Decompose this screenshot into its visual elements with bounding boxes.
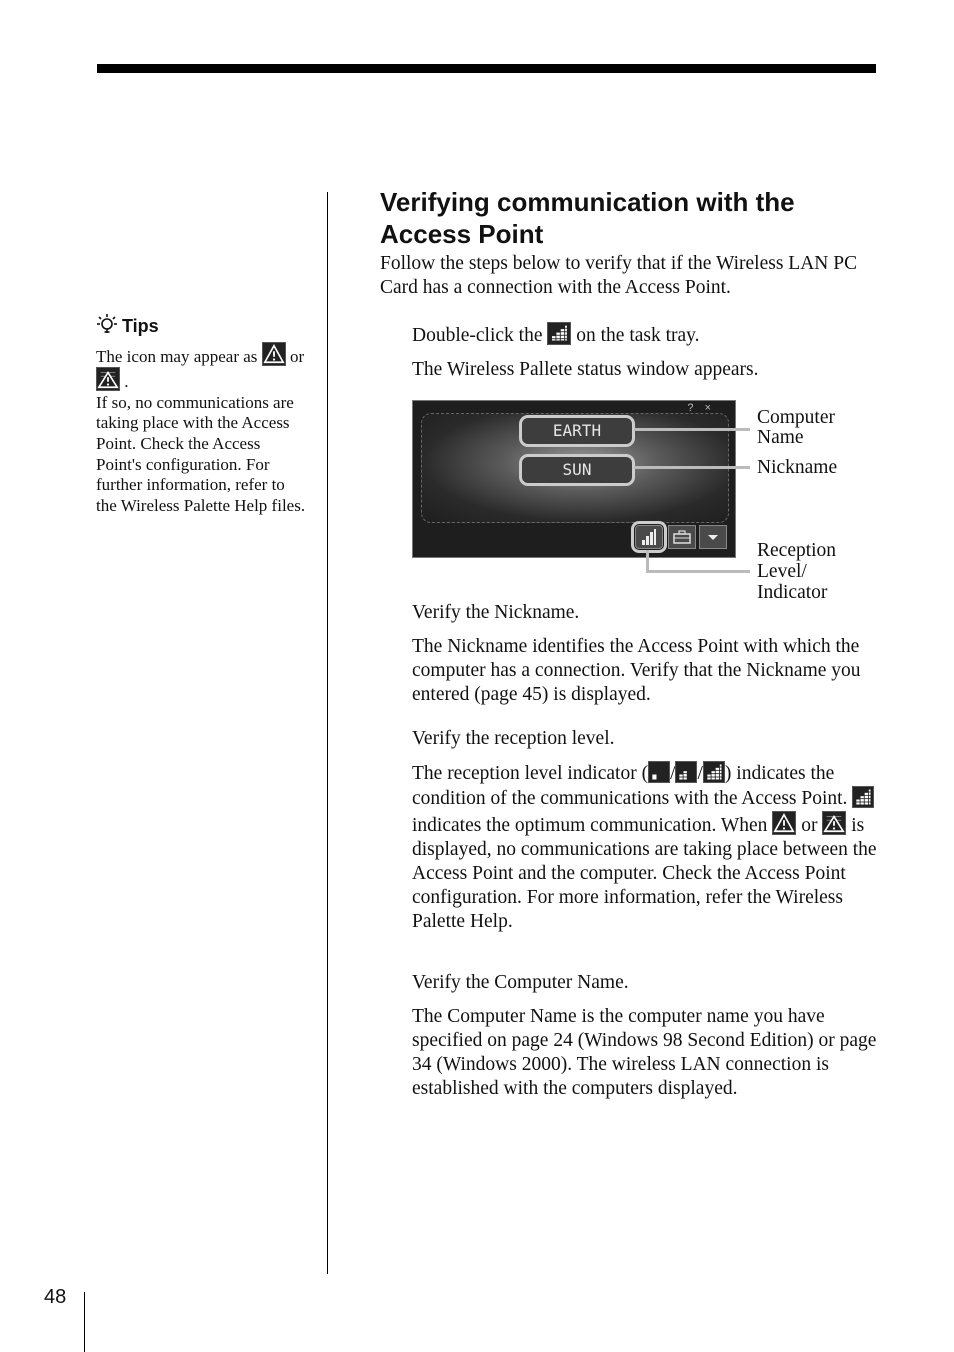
chevron-down-icon	[700, 526, 726, 548]
step-2	[412, 601, 882, 707]
status-window-figure	[412, 400, 872, 605]
signal-high-icon	[852, 786, 874, 808]
warning-icon	[262, 342, 286, 366]
toolbox-icon	[669, 526, 695, 548]
menu-dropdown-button[interactable]	[699, 525, 727, 549]
callout-reception-line3: Indicator	[757, 582, 828, 603]
callout-reception-line1: Reception	[757, 540, 837, 561]
step-3-slash-2: /	[697, 763, 703, 784]
step-1-result: The Wireless Pallete status window appears.	[412, 359, 759, 380]
tips-period: .	[124, 372, 129, 392]
callout-line-reception-h	[646, 570, 750, 573]
warning-signal-icon	[822, 811, 846, 835]
top-rule	[97, 64, 876, 73]
callout-computer-name-line2: Name	[757, 427, 804, 448]
section-title: Verifying communication with the Access Point	[380, 187, 795, 249]
tips-line1-text: The icon may appear as	[96, 346, 258, 366]
step-1-instruction	[412, 322, 882, 348]
warning-signal-icon	[96, 367, 120, 391]
warning-icon	[772, 811, 796, 835]
tips-box	[96, 313, 308, 516]
lightbulb-icon	[96, 313, 118, 340]
callout-computer-name	[757, 408, 835, 448]
step-3-text-b: ) indicates the condition of the communications with the Access Point.	[412, 763, 848, 809]
tips-body: If so, no communications are taking place with the Access Point. Check the Access Point's configuration. For further information, refer to the Wireless Palette Help files.	[96, 392, 306, 515]
page-number: 48	[44, 1286, 67, 1308]
step-1-post: on the task tray.	[576, 325, 700, 346]
nickname-display: SUN	[519, 454, 635, 486]
callout-computer-name-line1: Computer	[757, 407, 835, 428]
step-4-heading: Verify the Computer Name.	[412, 972, 629, 993]
toolbox-button[interactable]	[668, 525, 696, 549]
callout-line-computer-name	[634, 428, 750, 431]
step-3-text-a: The reception level indicator (	[412, 763, 649, 784]
tips-or-text: or	[289, 346, 305, 366]
intro-paragraph: Follow the steps below to verify that if the Wireless LAN PC Card has a connection with the Access Point.	[380, 253, 858, 298]
column-divider	[327, 192, 328, 1274]
callout-line-nickname	[634, 466, 750, 469]
page-number-rule	[84, 1292, 85, 1352]
callout-line-reception-v	[646, 550, 649, 572]
step-3-text-c: indicates the optimum communication. When	[412, 815, 768, 836]
tips-heading	[96, 313, 308, 340]
step-2-heading: Verify the Nickname.	[412, 602, 580, 623]
step-2-body: The Nickname identifies the Access Point with which the computer has a connection. Verify that the Nickname you entered (page 45) is displayed.	[412, 636, 861, 705]
signal-medium-icon	[675, 761, 697, 783]
step-1	[412, 322, 882, 382]
signal-strength-icon	[547, 322, 571, 345]
status-window-screenshot	[412, 400, 736, 558]
tips-line1	[96, 342, 308, 393]
signal-low-icon	[648, 761, 670, 783]
callout-reception-line2: Level/	[757, 561, 807, 582]
step-3-or: or	[801, 815, 818, 836]
step-3-heading: Verify the reception level.	[412, 728, 615, 749]
step-4-body: The Computer Name is the computer name you have specified on page 24 (Windows 98 Second Edition) or page 34 (Windows 2000). The wireless LAN connection is established with the computers displayed.	[412, 1006, 877, 1099]
main-column	[380, 186, 880, 300]
callout-nickname: Nickname	[757, 457, 838, 478]
window-controls: ? ×	[687, 402, 715, 414]
step-3	[412, 727, 882, 934]
step-3-slash-1: /	[670, 763, 676, 784]
reception-level-button[interactable]	[635, 525, 663, 549]
step-3-text-d: is displayed, no communications are taking place between the Access Point and the computer. Check the Access Point configuration. For more information, refer the Wireless Palette Help.	[412, 815, 877, 932]
tips-heading-text: Tips	[122, 316, 159, 336]
step-4	[412, 971, 882, 1101]
signal-high-icon	[703, 761, 725, 783]
callout-reception-level	[757, 541, 836, 603]
step-3-body	[412, 761, 882, 934]
computer-name-display: EARTH	[519, 415, 635, 447]
step-1-pre: Double-click the	[412, 325, 543, 346]
signal-strength-icon	[636, 526, 662, 548]
